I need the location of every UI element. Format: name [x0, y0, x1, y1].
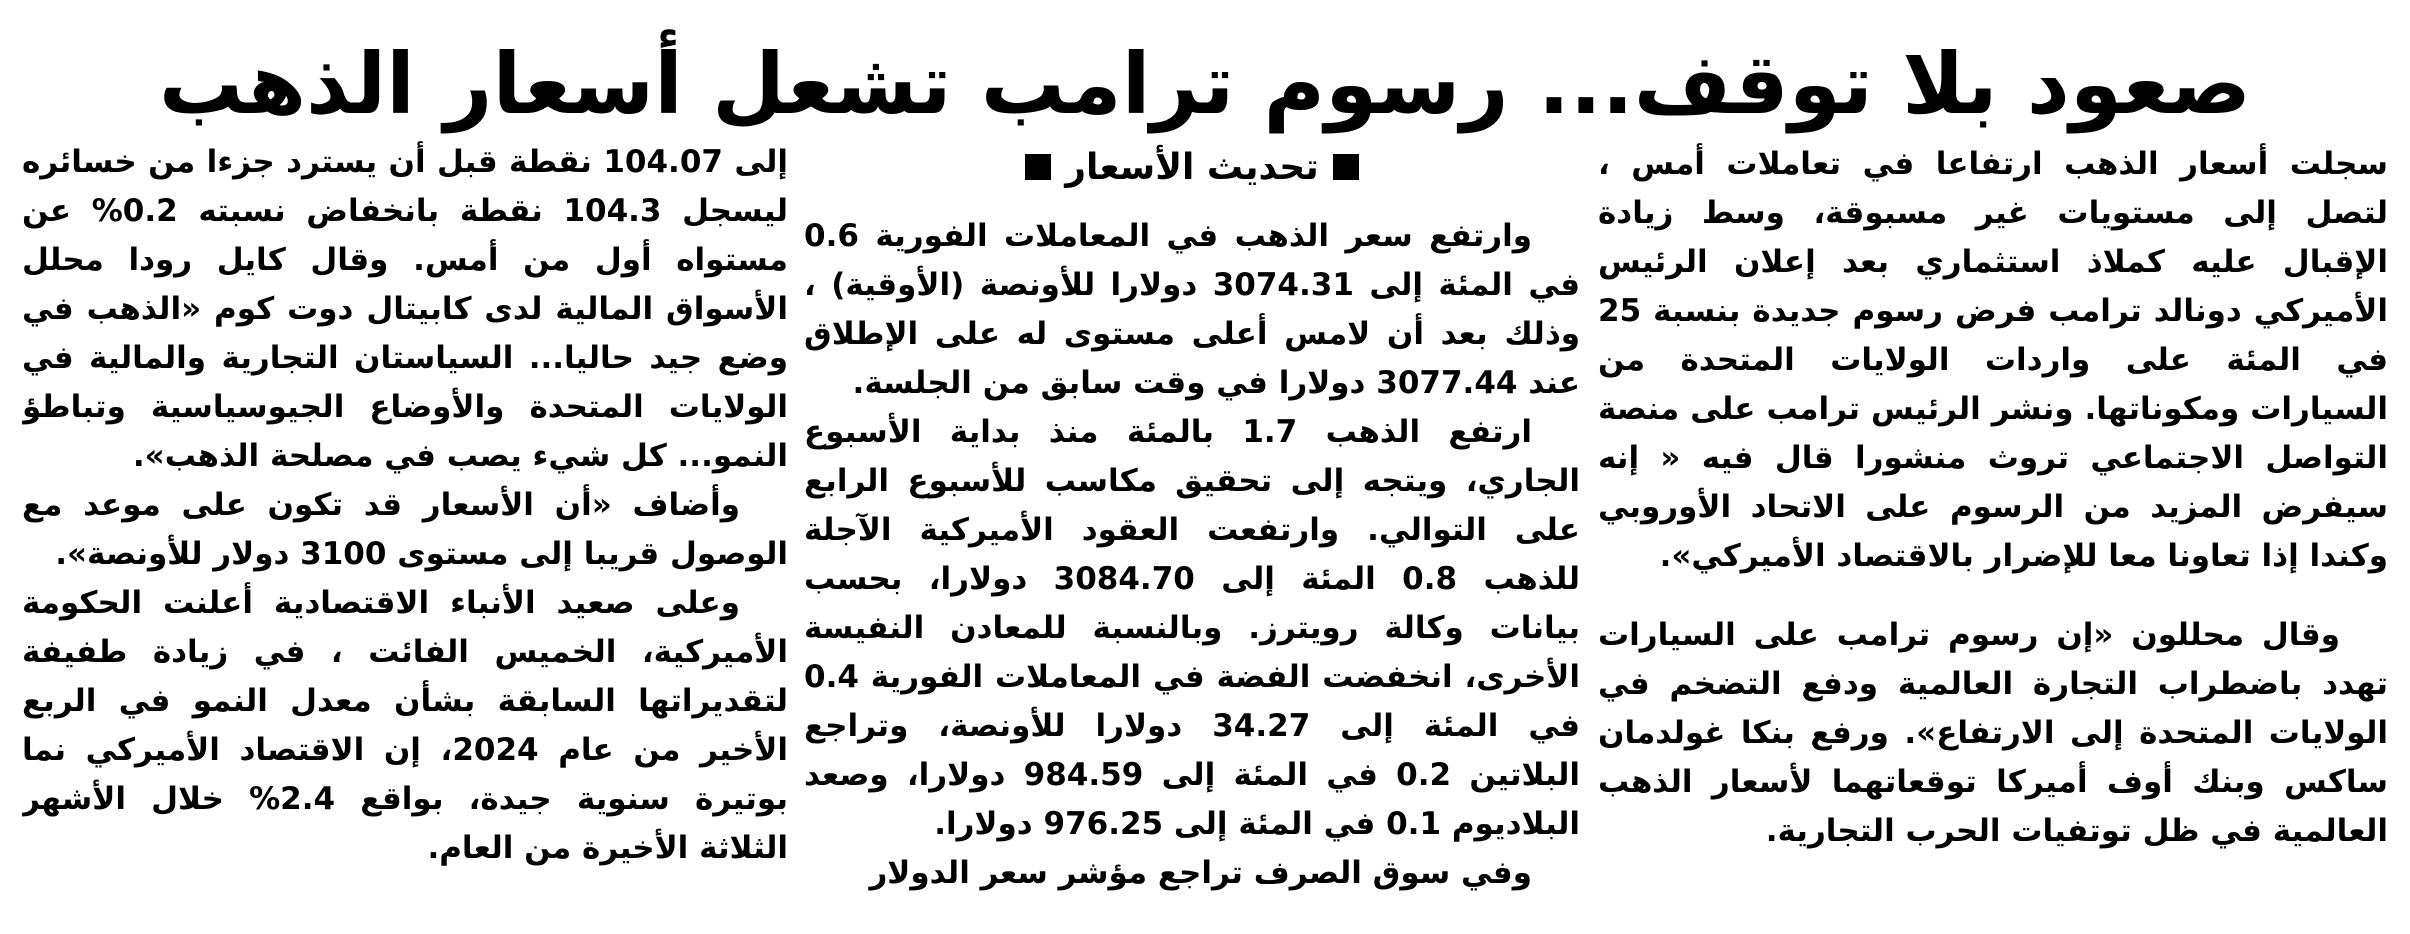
article-column-right	[1598, 140, 2388, 934]
paragraph: وارتفع سعر الذهب في المعاملات الفورية 0.6 في المئة إلى 3074.31 دولارا للأونصة (الأوقية) ، وذلك بعد أن لامس أعلى مستوى له على الإطلاق عند 3077.44 دولارا في وقت سابق من الجلسة.	[804, 218, 1580, 401]
paragraph: سجلت أسعار الذهب ارتفاعا في تعاملات أمس ، لتصل إلى مستويات غير مسبوقة، وسط زيادة الإقبال عليه كملاذ استثماري بعد إعلان الرئيس الأميركي دونالد ترامب فرض رسوم جديدة بنسبة 25 في المئة على واردات الولايات المتحدة من السيارات ومكوناتها. ونشر الرئيس ترامب على منصة التواصل الاجتماعي تروث منشورا قال فيه « إنه سيفرض المزيد من الرسوم على الاتحاد الأوروبي وكندا إذا تعاونا معا للإضرار بالاقتصاد الأميركي».	[1598, 146, 2388, 574]
square-bullet-icon	[1333, 154, 1359, 180]
paragraph: ارتفع الذهب 1.7 بالمئة منذ بداية الأسبوع الجاري، ويتجه إلى تحقيق مكاسب للأسبوع الرابع على التوالي. وارتفعت العقود الأميركية الآجلة للذهب 0.8 المئة إلى 3084.70 دولارا، بحسب بيانات وكالة رويترز. وبالنسبة للمعادن النفيسة الأخرى، انخفضت الفضة في المعاملات الفورية 0.4 في المئة إلى 34.27 دولارا للأونصة، وتراجع البلاتين 0.2 في المئة إلى 984.59 دولارا، وصعد البلاديوم 0.1 في المئة إلى 976.25 دولارا.	[804, 414, 1580, 842]
headline: صعود بلا توقف... رسوم ترامب تشعل أسعار الذهب	[158, 35, 2252, 133]
article-column-left	[22, 138, 788, 932]
paragraph: إلى 104.07 نقطة قبل أن يسترد جزءا من خسائره ليسجل 104.3 نقطة بانخفاض نسبته 0.2% عن مستواه أول من أمس. وقال كايل رودا محلل الأسواق المالية لدى كابيتال دوت كوم «الذهب في وضع جيد حاليا... السياستان التجارية والمالية في الولايات المتحدة والأوضاع الجيوسياسية وتباطؤ النمو... كل شيء يصب في مصلحة الذهب».	[22, 144, 788, 474]
paragraph: وفي سوق الصرف تراجع مؤشر سعر الدولار	[869, 855, 1532, 891]
section-subhead	[804, 140, 1580, 194]
square-bullet-icon	[1025, 154, 1051, 180]
paragraph: وعلى صعيد الأنباء الاقتصادية أعلنت الحكومة الأميركية، الخميس الفائت ، في زيادة طفيفة لتقديراتها السابقة بشأن معدل النمو في الربع الأخير من عام 2024، إن الاقتصاد الأميركي نما بوتيرة سنوية جيدة، بواقع 2.4% خلال الأشهر الثلاثة الأخيرة من العام.	[22, 585, 788, 866]
subhead-text: تحديث الأسعار	[1065, 146, 1319, 188]
paragraph: وقال محللون «إن رسوم ترامب على السيارات تهدد باضطراب التجارة العالمية ودفع التضخم في الولايات المتحدة إلى الارتفاع». ورفع بنكا غولدمان ساكس وبنك أوف أميركا توقعاتهما لأسعار الذهب العالمية في ظل توتفيات الحرب التجارية.	[1598, 617, 2388, 849]
article-column-middle	[804, 140, 1580, 934]
paragraph: وأضاف «أن الأسعار قد تكون على موعد مع الوصول قريبا إلى مستوى 3100 دولار للأونصة».	[22, 487, 788, 572]
